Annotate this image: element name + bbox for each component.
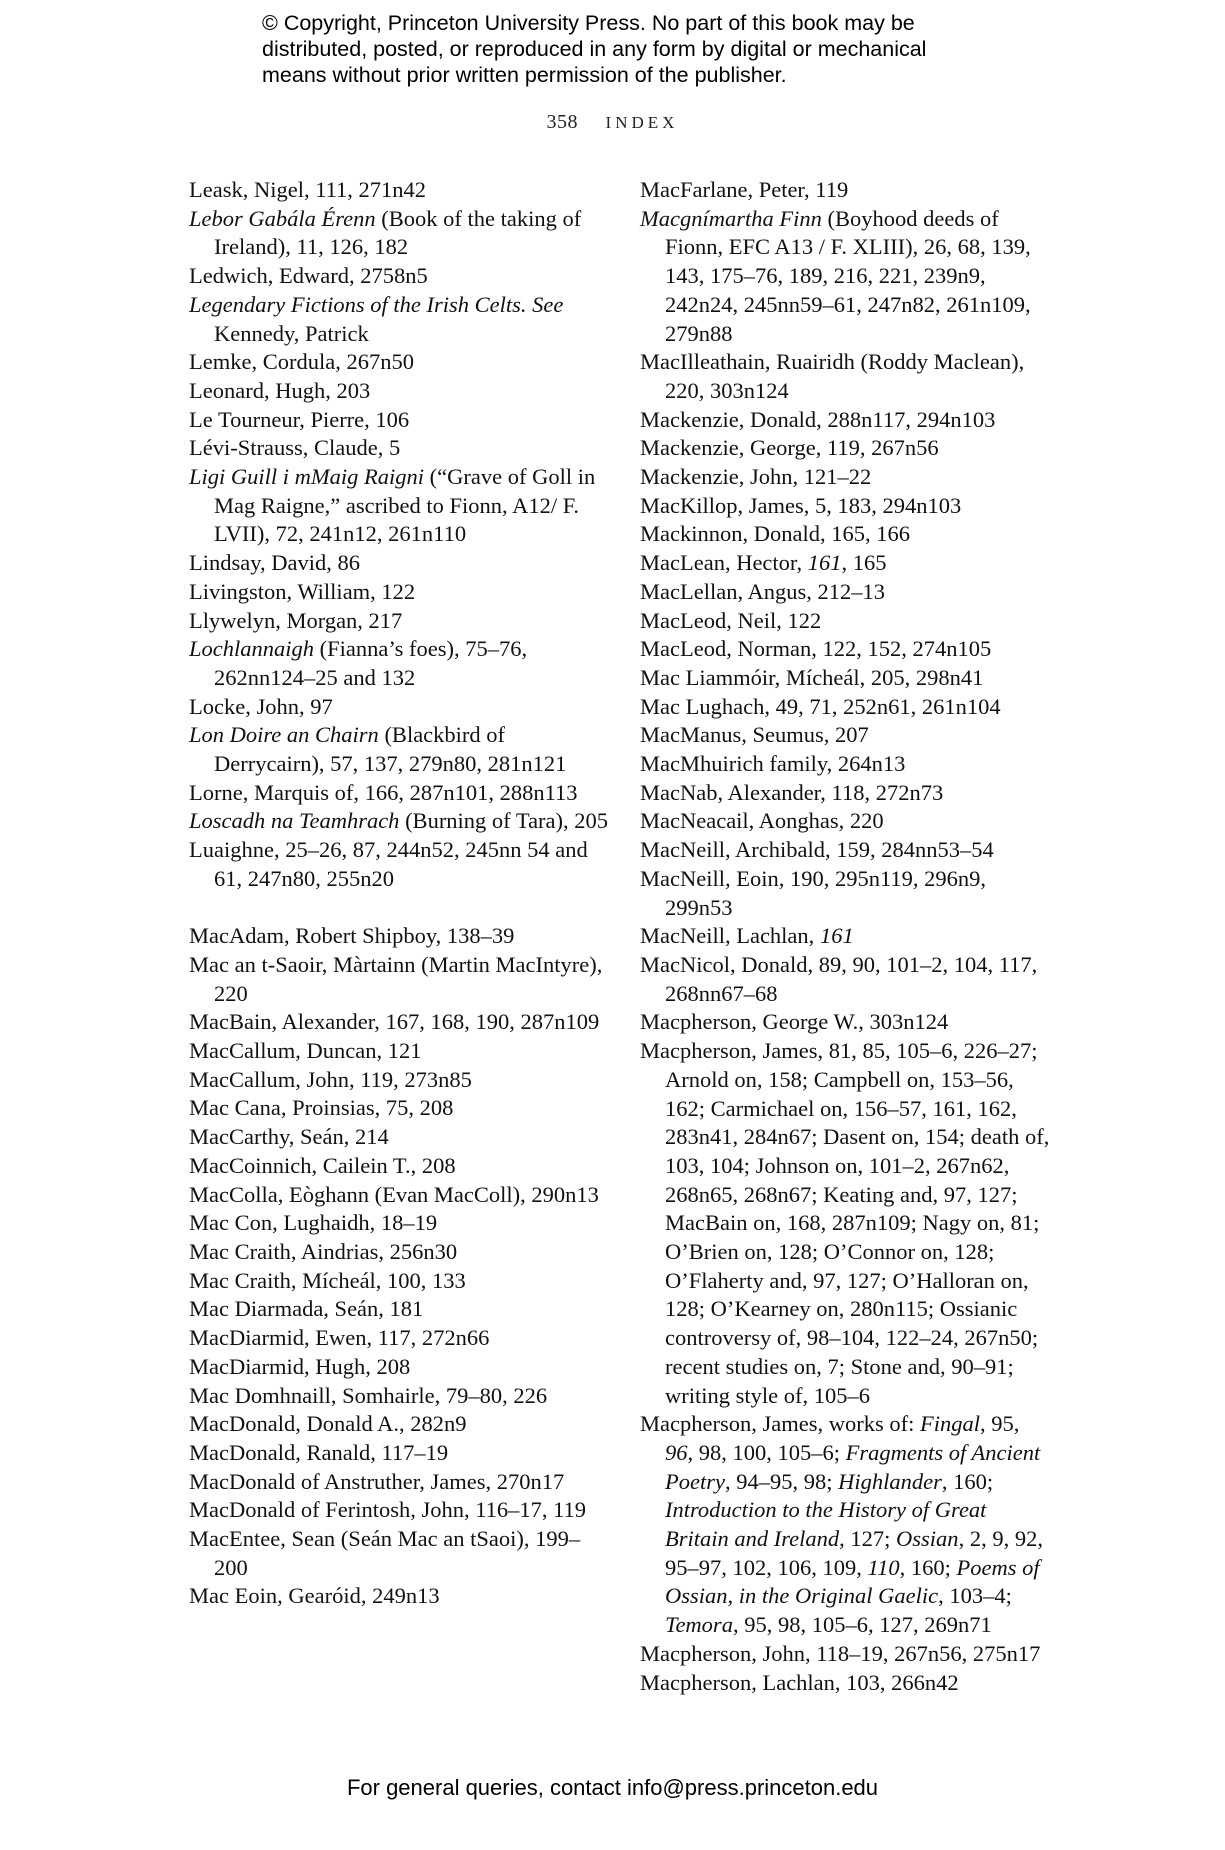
index-entry (189, 262, 609, 291)
index-entry-text: MacDonald of Ferintosh, John, 116–17, 119 (189, 1497, 587, 1523)
index-entry (640, 836, 1050, 865)
index-entry-text: Livingston, William, 122 (189, 578, 416, 604)
index-entry-italic-text: Ossian (896, 1526, 959, 1552)
index-entry (640, 721, 1050, 750)
index-entry-text: , 160; (941, 1468, 994, 1494)
index-entry-text: Llywelyn, Morgan, 217 (189, 607, 403, 633)
index-entry-text: Leonard, Hugh, 203 (189, 377, 371, 403)
index-entry (640, 176, 1050, 205)
index-entry-text: Luaighne, 25–26, 87, 244n52, 245nn 54 and 61, 247n80, 255n20 (189, 837, 588, 891)
index-entry (189, 176, 609, 205)
index-entry-text: MacNeill, Lachlan, (640, 923, 820, 949)
index-entry (640, 951, 1050, 1008)
index-entry-text: , 127; (839, 1526, 897, 1552)
index-entry-text: (“Grave of Goll in Mag Raigne,” ascribed to Fionn, A12/ F. LVII), 72, 241n12, 261n110 (214, 464, 596, 547)
index-entry-text: MacDonald, Donald A., 282n9 (189, 1411, 467, 1437)
index-entry-text: Mac Diarmada, Seán, 181 (189, 1296, 424, 1322)
index-entry-italic-text: Fragments of Ancient Poetry (665, 1439, 1041, 1494)
index-entry (189, 406, 609, 435)
index-entry (640, 578, 1050, 607)
index-entry-italic-text: 110 (867, 1554, 900, 1580)
index-entry (189, 434, 609, 463)
index-entry (189, 836, 609, 893)
index-entry-text: MacNeill, Eoin, 190, 295n119, 296n9, 299n53 (640, 865, 987, 920)
index-entry-italic-text: Macgnímartha Finn (640, 205, 822, 231)
index-entry-text: (Boyhood deeds of Fionn, EFC A13 / F. XLIII), 26, 68, 139, 143, 175–76, 189, 216, 221, 239n9, 242n24, 245nn59–61, 247n82, 261n109, 279n88 (665, 205, 1031, 346)
index-entry (640, 693, 1050, 722)
index-entry (189, 922, 609, 951)
index-entry (189, 1037, 609, 1066)
index-entry-text: Mac Lughach, 49, 71, 252n61, 261n104 (640, 693, 1001, 719)
index-entry (189, 607, 609, 636)
index-entry (640, 664, 1050, 693)
index-entry (640, 1037, 1050, 1410)
index-entry-italic-text: Lon Doire an Chairn (189, 722, 379, 748)
index-entry (189, 463, 609, 549)
page-number: 358 (546, 111, 579, 133)
index-entry-text: Mac Domhnaill, Somhairle, 79–80, 226 (189, 1382, 548, 1408)
index-entry (189, 721, 609, 778)
index-entry-italic-text: Fingal (919, 1411, 980, 1437)
index-entry-text: , 2, 9, 92, 95–97, 102, 106, 109, (665, 1526, 1043, 1580)
index-entry-text: Macpherson, James, 81, 85, 105–6, 226–27; Arnold on, 158; Campbell on, 153–56, 162; Carmichael on, 156–57, 161, 162, 283n41, 284n67; Dasent on, 154; death of, 103, 104; Johnson on, 101–2, 267n62, 268n65, 268n67; Keating and, 97, 127; MacBain on, 168, 287n109; Nagy on, 81; O’Brien on, 128; O’Connor on, 128; O’Flaherty and, 97, 127; O’Halloran on, 128; O’Kearney on, 280n115; Ossianic controversy of, 98–104, 122–24, 267n50; recent studies on, 7; Stone and, 90–91; writing style of, 105–6 (640, 1038, 1050, 1408)
index-entry (189, 1295, 609, 1324)
index-entry (189, 951, 609, 1008)
index-entry (189, 1209, 609, 1238)
copyright-line: distributed, posted, or reproduced in any form by digital or mechanical (262, 37, 927, 61)
index-entry (189, 1410, 609, 1439)
copyright-line: © Copyright, Princeton University Press. No part of this book may be (262, 11, 915, 35)
index-entry (189, 1152, 609, 1181)
index-entry (189, 549, 609, 578)
index-entry-text: MacNicol, Donald, 89, 90, 101–2, 104, 117, 268nn67–68 (640, 951, 1038, 1006)
index-entry (189, 1353, 609, 1382)
index-entry-text: MacAdam, Robert Shipboy, 138–39 (189, 923, 515, 949)
index-entry (640, 807, 1050, 836)
index-entry-text: Mac Eoin, Gearóid, 249n13 (189, 1583, 440, 1609)
index-entry (189, 1094, 609, 1123)
index-entry-text: (Fianna’s foes), 75–76, 262nn124–25 and 132 (214, 636, 528, 690)
footer-contact: For general queries, contact info@press.princeton.edu (346, 1775, 879, 1800)
index-entry (640, 1008, 1050, 1037)
index-entry (189, 1267, 609, 1296)
index-entry-text: , 94–95, 98; (724, 1468, 839, 1494)
index-entry-text: MacMhuirich family, 264n13 (640, 751, 906, 777)
index-entry (189, 205, 609, 262)
index-entry-text: Mackinnon, Donald, 165, 166 (640, 521, 910, 547)
index-entry (189, 1066, 609, 1095)
index-entry (189, 1181, 609, 1210)
index-entry-text: Lindsay, David, 86 (189, 550, 361, 576)
index-entry-text: MacLeod, Norman, 122, 152, 274n105 (640, 636, 992, 662)
index-entry-text: MacNeacail, Aonghas, 220 (640, 808, 884, 834)
index-entry (189, 348, 609, 377)
index-entry-italic-text: Introduction to the History of Great Britain and Ireland (665, 1497, 987, 1552)
index-entry (189, 1496, 609, 1525)
index-entry (640, 1640, 1050, 1669)
index-entry-text: Macpherson, George W., 303n124 (640, 1009, 949, 1035)
index-entry-italic-text: 161 (807, 550, 842, 576)
index-entry-text: Mackenzie, John, 121–22 (640, 464, 872, 490)
index-entry-text: Lemke, Cordula, 267n50 (189, 349, 414, 375)
index-entry-italic-text: Lochlannaigh (189, 636, 315, 662)
index-entry (189, 807, 609, 836)
index-entry-text: Lévi-Strauss, Claude, 5 (189, 435, 401, 461)
index-entry-text: Mackenzie, Donald, 288n117, 294n103 (640, 406, 996, 432)
index-entry-text: MacCarthy, Seán, 214 (189, 1124, 389, 1150)
copyright-line: means without prior written permission of the publisher. (262, 63, 787, 87)
index-entry-text: MacFarlane, Peter, 119 (640, 177, 849, 202)
index-entry (640, 406, 1050, 435)
index-entry (189, 779, 609, 808)
index-entry (640, 463, 1050, 492)
index-entry-italic-text: Ligi Guill i mMaig Raigni (189, 464, 425, 490)
index-entry (189, 693, 609, 722)
index-column-right (640, 176, 1050, 1697)
index-entry-text: MacCallum, John, 119, 273n85 (189, 1066, 472, 1092)
index-entry (189, 1439, 609, 1468)
index-entry-text: MacLean, Hector, (640, 550, 808, 576)
index-entry-text: , 95, 98, 105–6, 127, 269n71 (732, 1612, 992, 1638)
index-entry (189, 1582, 609, 1611)
index-entry-italic-text: 96 (665, 1439, 688, 1465)
index-entry (189, 1382, 609, 1411)
index-entry-text: , 98, 100, 105–6; (687, 1439, 846, 1465)
index-entry (640, 434, 1050, 463)
index-entry-text: MacManus, Seumus, 207 (640, 722, 869, 748)
index-entry (189, 1123, 609, 1152)
index-entry-text: Mac Craith, Aindrias, 256n30 (189, 1239, 458, 1264)
index-entry (189, 1468, 609, 1497)
index-entry-text: Mackenzie, George, 119, 267n56 (640, 435, 939, 461)
index-entry (640, 549, 1050, 578)
index-entry-text: MacLeod, Neil, 122 (640, 607, 822, 633)
index-entry (640, 348, 1050, 405)
index-entry-text: MacCallum, Duncan, 121 (189, 1038, 422, 1064)
index-entry-text: MacDiarmid, Hugh, 208 (189, 1353, 411, 1379)
index-entry (640, 779, 1050, 808)
index-entry-text: Leask, Nigel, 111, 271n42 (189, 177, 427, 202)
index-entry-text: MacNab, Alexander, 118, 272n73 (640, 779, 944, 805)
index-entry (640, 1410, 1050, 1640)
index-entry-italic-text: Poems of Ossian, in the Original Gaelic (665, 1554, 1040, 1609)
index-entry-text: Mac Con, Lughaidh, 18–19 (189, 1210, 438, 1236)
index-entry (640, 607, 1050, 636)
section-title: INDEX (605, 113, 679, 132)
index-entry-text: (Book of the taking of Ireland), 11, 126, 182 (214, 205, 582, 260)
index-entry-text: MacDiarmid, Ewen, 117, 272n66 (189, 1325, 490, 1351)
index-entry-text: MacNeill, Archibald, 159, 284nn53–54 (640, 837, 994, 863)
index-entry-text: Mac Craith, Mícheál, 100, 133 (189, 1267, 466, 1293)
index-entry-text: Macpherson, Lachlan, 103, 266n42 (640, 1669, 959, 1695)
index-entry (640, 750, 1050, 779)
index-entry-text: , 165 (841, 550, 887, 576)
index-entry (189, 377, 609, 406)
index-entry (640, 635, 1050, 664)
index-entry (189, 1525, 609, 1582)
index-entry-italic-text: Lebor Gabála Érenn (189, 205, 376, 231)
index-entry-text: Macpherson, James, works of: (640, 1411, 920, 1437)
index-entry-italic-text: Temora (665, 1612, 733, 1638)
index-entry (189, 1008, 609, 1037)
index-entry-text: , 103–4; (938, 1583, 1012, 1609)
index-entry-text: MacIlleathain, Ruairidh (Roddy Maclean), 220, 303n124 (640, 349, 1025, 403)
index-entry-text: Macpherson, John, 118–19, 267n56, 275n17 (640, 1640, 1041, 1666)
index-entry (640, 1669, 1050, 1698)
index-entry-text: , 95, (979, 1411, 1020, 1437)
index-entry-text: (Blackbird of Derrycairn), 57, 137, 279n80, 281n121 (214, 722, 567, 777)
index-entry-text: Mac Cana, Proinsias, 75, 208 (189, 1095, 454, 1121)
index-entry-text: MacLellan, Angus, 212–13 (640, 578, 885, 604)
index-entry-text: MacDonald of Anstruther, James, 270n17 (189, 1468, 565, 1494)
index-entry-text: MacCoinnich, Cailein T., 208 (189, 1152, 456, 1178)
index-entry-text: MacKillop, James, 5, 183, 294n103 (640, 492, 962, 518)
index-entry-italic-text: Loscadh na Teamhrach (189, 808, 400, 834)
index-entry-text: (Burning of Tara), 205 (399, 808, 609, 834)
index-column-left (189, 176, 609, 1611)
index-entry-text: Kennedy, Patrick (214, 320, 369, 346)
running-head (0, 111, 1225, 134)
index-entry (189, 635, 609, 692)
index-entry-text: Mac an t-Saoir, Màrtainn (Martin MacIntyre), 220 (189, 951, 603, 1006)
index-entry (640, 520, 1050, 549)
index-entry-text: Le Tourneur, Pierre, 106 (189, 406, 410, 432)
index-entry-text: Locke, John, 97 (189, 693, 333, 719)
index-entry-text: MacColla, Eòghann (Evan MacColl), 290n13 (189, 1181, 599, 1207)
index-entry (189, 1324, 609, 1353)
index-entry-text: Lorne, Marquis of, 166, 287n101, 288n113 (189, 779, 578, 805)
index-entry (640, 922, 1050, 951)
index-entry-italic-text: Legendary Fictions of the Irish Celts. See (189, 291, 564, 317)
index-entry-text: MacEntee, Sean (Seán Mac an tSaoi), 199–200 (189, 1526, 581, 1580)
index-entry-text: , 160; (899, 1554, 957, 1580)
index-entry-italic-text: 161 (819, 923, 854, 949)
index-entry (640, 492, 1050, 521)
index-entry-text: MacDonald, Ranald, 117–19 (189, 1439, 449, 1465)
index-entry (189, 291, 609, 348)
index-entry-text: MacBain, Alexander, 167, 168, 190, 287n109 (189, 1009, 600, 1035)
index-entry (640, 865, 1050, 922)
index-entry-italic-text: Highlander (838, 1468, 942, 1494)
index-entry (189, 1238, 609, 1267)
index-entry (189, 578, 609, 607)
index-entry-text: Ledwich, Edward, 2758n5 (189, 263, 428, 289)
copyright-notice (262, 10, 1022, 88)
index-entry-text: Mac Liammóir, Mícheál, 205, 298n41 (640, 664, 984, 690)
index-entry (640, 205, 1050, 349)
